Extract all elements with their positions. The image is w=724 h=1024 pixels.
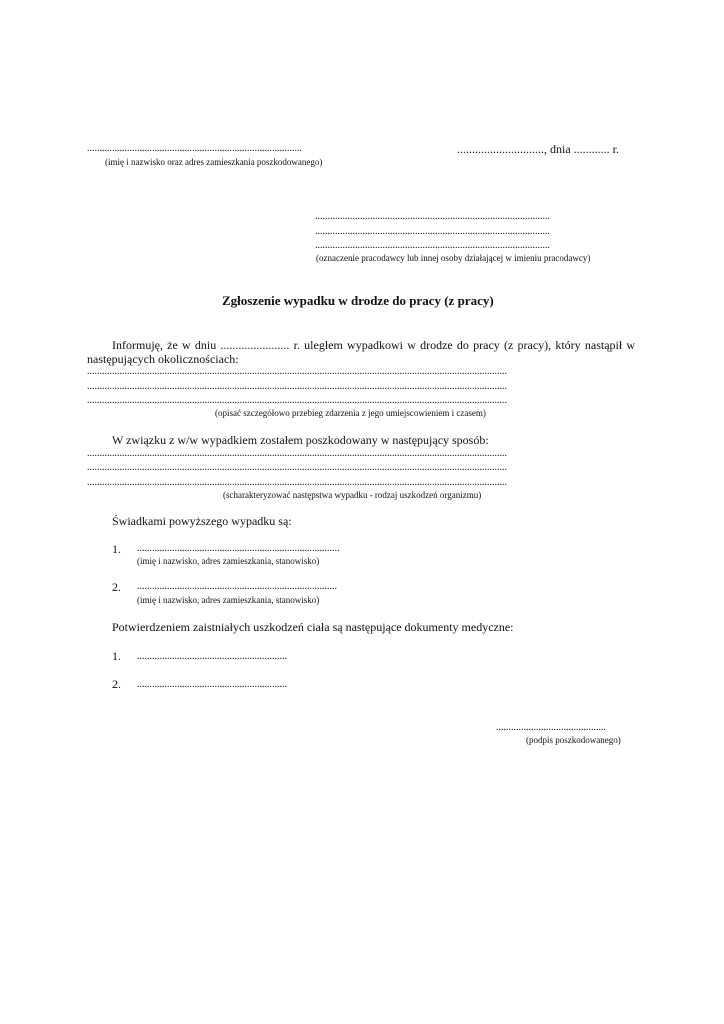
witness-1-line: ................................................................................. xyxy=(137,543,340,554)
signature-caption: (podpis poszkodowanego) xyxy=(526,735,621,745)
employer-caption: (oznaczenie pracodawcy lub innej osoby działającej w imieniu pracodawcy) xyxy=(316,253,591,263)
witness-2-caption: (imię i nazwisko, adres zamieszkania, stanowisko) xyxy=(137,595,320,605)
signature-line: ............................................ xyxy=(496,722,606,733)
document-title: Zgłoszenie wypadku w drodze do pracy (z pracy) xyxy=(222,293,494,308)
accident-statement-line-2: następujących okolicznościach: xyxy=(87,352,239,366)
place-date-line: ............................., dnia ............ r. xyxy=(457,142,619,156)
injury-line-1: ........................................................................................................................................................................ xyxy=(87,448,507,459)
name-address-caption: (imię i nazwisko oraz adres zamieszkania poszkodowanego) xyxy=(105,157,323,167)
injury-line-2: ........................................................................................................................................................................ xyxy=(87,462,507,473)
employer-line-3: .............................................................................................. xyxy=(315,240,550,251)
injury-intro: W związku z w/w wypadkiem zostałem poszkodowany w następujący sposób: xyxy=(112,433,489,447)
medical-1-number: 1. xyxy=(112,649,121,663)
injury-line-3: ........................................................................................................................................................................ xyxy=(87,477,507,488)
witnesses-intro: Świadkami powyższego wypadku są: xyxy=(112,514,292,528)
witness-1-caption: (imię i nazwisko, adres zamieszkania, stanowisko) xyxy=(137,556,320,566)
injury-caption: (scharakteryzować następstwa wypadku - rodzaj uszkodzeń organizmu) xyxy=(223,490,482,500)
medical-2-line: ............................................................ xyxy=(137,679,287,690)
witness-2-number: 2. xyxy=(112,580,121,594)
circumstances-line-3: ........................................................................................................................................................................ xyxy=(87,395,507,406)
medical-intro: Potwierdzeniem zaistniałych uszkodzeń ciała są następujące dokumenty medyczne: xyxy=(112,620,514,634)
accident-statement-line-1: Informuję, że w dniu ....................... r. uległem wypadkowi w drodze do pracy (z pracy), który nastąpił w xyxy=(112,338,636,352)
employer-line-1: .............................................................................................. xyxy=(315,211,550,222)
circumstances-line-2: ........................................................................................................................................................................ xyxy=(87,381,507,392)
employer-line-2: .............................................................................................. xyxy=(315,226,550,237)
circumstances-line-1: ........................................................................................................................................................................ xyxy=(87,366,507,377)
name-address-line: ...................................................................................... xyxy=(87,143,302,154)
witness-1-number: 1. xyxy=(112,542,121,556)
medical-2-number: 2. xyxy=(112,677,121,691)
medical-1-line: ............................................................ xyxy=(137,651,287,662)
witness-2-line: ................................................................................ xyxy=(137,581,337,592)
circumstances-caption: (opisać szczegółowo przebieg zdarzenia z jego umiejscowieniem i czasem) xyxy=(215,408,486,418)
